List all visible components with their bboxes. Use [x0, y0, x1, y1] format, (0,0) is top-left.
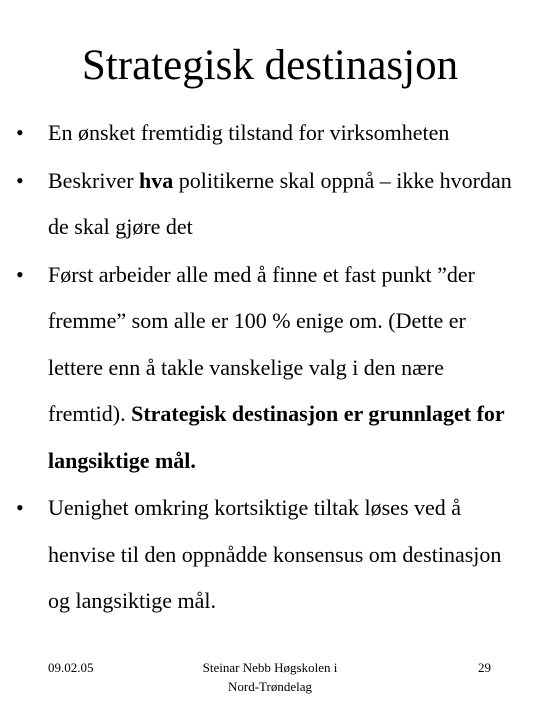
bullet-icon: •: [16, 261, 24, 287]
bullet-item: [16, 485, 526, 625]
bullet-text: En ønsket fremtidig tilstand for virksomheten: [48, 120, 450, 145]
bullet-text-bold: Strategisk destinasjon er grunnlaget for langsiktige mål.: [48, 401, 505, 473]
footer-author-line2: Nord-Trøndelag: [227, 679, 312, 694]
footer-author: [0, 658, 540, 696]
bullet-icon: •: [16, 167, 24, 193]
bullet-text-start: Beskriver: [48, 167, 140, 193]
footer-date: 09.02.05: [48, 660, 94, 675]
bullet-text: Først arbeider alle med å finne et fast punkt ”der fremme” som alle er 100 % enige om. (Dette er lettere enn å takle vanskelige valg i den nære fremtid).: [48, 261, 476, 426]
footer-author-line1: Steinar Nebb Høgskolen i: [202, 660, 338, 675]
bullet-text: Uenighet omkring kortsiktige tiltak løses ved å henvise til den oppnådde konsensus om destinasjon og langsiktige mål.: [48, 495, 502, 613]
slide-title: Strategisk destinasjon: [81, 42, 459, 89]
bullet-text-end: politikerne skal oppnå – ikke hvordan de skal gjøre det: [48, 167, 512, 239]
bullet-item: [16, 110, 526, 157]
bullet-list: [16, 110, 526, 625]
bullet-item: [16, 158, 526, 251]
bullet-icon: •: [16, 120, 24, 145]
bullet-icon: •: [16, 495, 24, 520]
bullet-item: [16, 252, 526, 485]
bullet-text-bold: hva: [139, 167, 174, 193]
page-number: 29: [478, 660, 491, 675]
